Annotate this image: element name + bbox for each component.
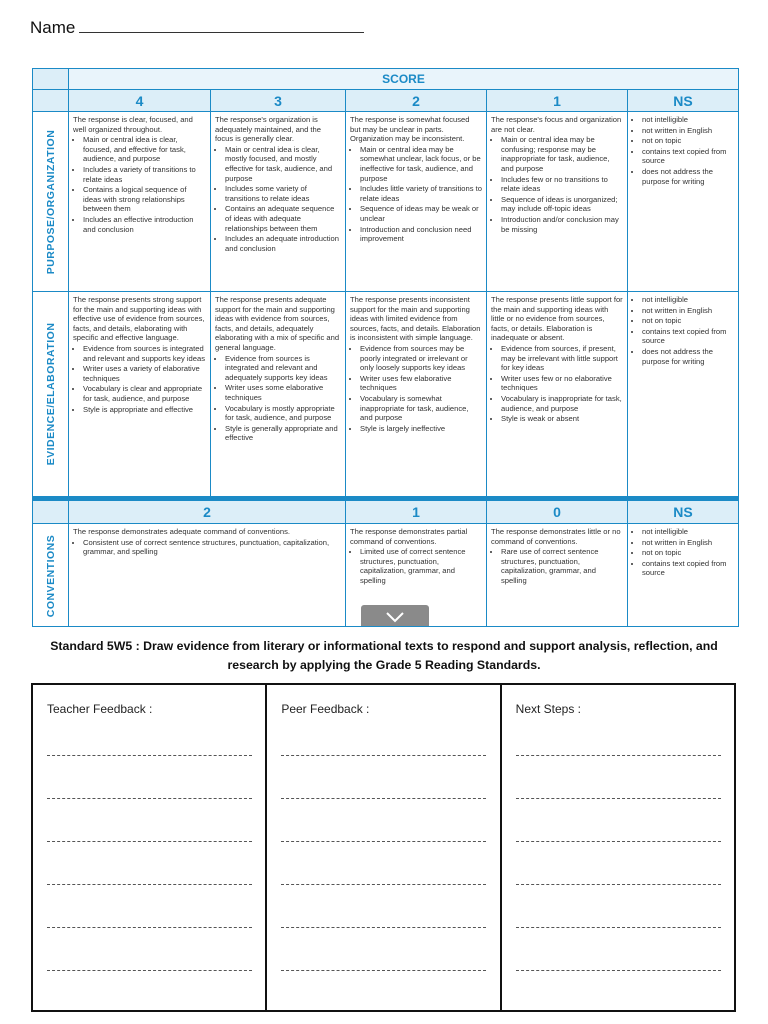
conventions-cell-2 xyxy=(68,523,345,627)
writing-line[interactable] xyxy=(281,970,486,971)
list-item: • Main or central idea may be confusing; response may be inappropriate for task, audience, and purpose xyxy=(501,135,623,173)
score-label: SCORE xyxy=(68,69,738,89)
list-item: • contains text copied from source xyxy=(642,559,734,578)
writing-line[interactable] xyxy=(281,798,486,799)
list-item: • Writer uses few elaborative techniques xyxy=(360,374,482,393)
writing-line[interactable] xyxy=(516,798,721,799)
col-header-3: 3 xyxy=(210,90,345,112)
list-item: • not intelligible xyxy=(642,295,734,305)
writing-line[interactable] xyxy=(47,798,252,799)
col-header-ns: NS xyxy=(627,501,738,523)
row-label-purpose-text: PURPOSE/ORGANIZATION xyxy=(44,129,57,274)
evidence-cell-1 xyxy=(486,291,627,496)
list-item: • Introduction and conclusion need improvement xyxy=(360,225,482,244)
list-item: • Vocabulary is clear and appropriate for task, audience, and purpose xyxy=(83,384,206,403)
list-item: • Includes a variety of transitions to relate ideas xyxy=(83,165,206,184)
col-header-ns: NS xyxy=(627,90,738,112)
cell-intro: The response presents little support for the main and supporting ideas with little or no evidence from sources, facts, or details. Elaboration is inadequate or absent. xyxy=(491,295,623,343)
teacher-feedback-column[interactable] xyxy=(33,685,265,1010)
evidence-cell-2 xyxy=(345,291,486,496)
score-header xyxy=(33,69,738,89)
list-item: • not on topic xyxy=(642,316,734,326)
list-item: • does not address the purpose for writing xyxy=(642,347,734,366)
list-item: • Limited use of correct sentence structures, punctuation, capitalization, grammar, and spelling xyxy=(360,547,482,585)
purpose-cell-ns xyxy=(627,111,738,291)
row-label-evidence xyxy=(33,291,68,496)
col-header-2: 2 xyxy=(68,501,345,523)
feedback-table xyxy=(31,683,736,1012)
conventions-cell-0 xyxy=(486,523,627,627)
row-label-conventions-text: CONVENTIONS xyxy=(44,534,57,617)
conventions-cell-ns xyxy=(627,523,738,627)
writing-line[interactable] xyxy=(47,755,252,756)
col-header-1: 1 xyxy=(345,501,486,523)
list-item: • does not address the purpose for writing xyxy=(642,167,734,186)
writing-line[interactable] xyxy=(281,884,486,885)
col-header-2: 2 xyxy=(345,90,486,112)
name-label: Name xyxy=(30,18,76,37)
col-header-0: 0 xyxy=(486,501,627,523)
list-item: • Evidence from sources is integrated and relevant and supports key ideas xyxy=(83,344,206,363)
teacher-feedback-label: Teacher Feedback : xyxy=(47,702,153,716)
writing-line[interactable] xyxy=(516,927,721,928)
list-item: • Vocabulary is mostly appropriate for task, audience, and purpose xyxy=(225,404,341,423)
name-blank-line[interactable] xyxy=(79,18,364,33)
cell-intro: The response demonstrates little or no command of conventions. xyxy=(491,527,621,546)
writing-line[interactable] xyxy=(516,755,721,756)
writing-line[interactable] xyxy=(47,884,252,885)
purpose-cell-4 xyxy=(68,111,210,291)
cell-intro: The response demonstrates adequate command of conventions. xyxy=(73,527,290,536)
list-item: • Vocabulary is inappropriate for task, audience, and purpose xyxy=(501,394,623,413)
peer-feedback-label: Peer Feedback : xyxy=(281,702,370,716)
score-columns-header xyxy=(33,89,738,112)
purpose-cell-1 xyxy=(486,111,627,291)
list-item: • Evidence from sources, if present, may be irrelevant with little support for key ideas xyxy=(501,344,623,373)
list-item: • Style is weak or absent xyxy=(501,414,623,424)
list-item: • Includes little variety of transitions to relate ideas xyxy=(360,184,482,203)
list-item: • Style is largely ineffective xyxy=(360,424,482,434)
list-item: • contains text copied from source xyxy=(642,327,734,346)
row-label-purpose xyxy=(33,111,68,291)
list-item: • Includes an adequate introduction and conclusion xyxy=(225,234,341,253)
list-item: • Contains an adequate sequence of ideas with adequate relationships between them xyxy=(225,204,341,233)
scroll-down-button[interactable] xyxy=(361,605,429,627)
writing-line[interactable] xyxy=(281,841,486,842)
next-steps-column[interactable] xyxy=(500,685,734,1010)
row-label-conventions xyxy=(33,523,68,627)
peer-feedback-column[interactable] xyxy=(265,685,499,1010)
purpose-cell-2 xyxy=(345,111,486,291)
purpose-cell-3 xyxy=(210,111,345,291)
writing-line[interactable] xyxy=(281,755,486,756)
list-item: • Vocabulary is somewhat inappropriate for task, audience, and purpose xyxy=(360,394,482,423)
writing-line[interactable] xyxy=(516,970,721,971)
cell-intro: The response presents strong support for the main and supporting ideas with effective use of evidence from sources, facts, and details, elaborating with specific and effective language. xyxy=(73,295,205,343)
cell-intro: The response is somewhat focused but may be unclear in parts. Organization may be inconsistent. xyxy=(350,115,470,144)
name-field[interactable] xyxy=(30,18,364,38)
chevron-down-icon xyxy=(385,609,405,625)
writing-line[interactable] xyxy=(47,841,252,842)
list-item: • not on topic xyxy=(642,548,734,558)
cell-intro: The response presents adequate support for the main and supporting ideas with evidence from sources, facts, and details, adequately elaborating with a mix of specific and general language. xyxy=(215,295,340,352)
conventions-columns-header xyxy=(33,501,738,523)
writing-line[interactable] xyxy=(47,970,252,971)
cell-intro: The response demonstrates partial command of conventions. xyxy=(350,527,468,546)
scoring-rubric xyxy=(32,68,739,627)
list-item: • Writer uses few or no elaborative techniques xyxy=(501,374,623,393)
evidence-cell-3 xyxy=(210,291,345,496)
list-item: • not intelligible xyxy=(642,527,734,537)
corner-cell xyxy=(33,69,68,89)
writing-line[interactable] xyxy=(281,927,486,928)
evidence-cell-4 xyxy=(68,291,210,496)
list-item: • Consistent use of correct sentence structures, punctuation, capitalization, grammar, and spelling xyxy=(83,538,341,557)
list-item: • not written in English xyxy=(642,126,734,136)
list-item: • Contains a logical sequence of ideas with strong relationships between them xyxy=(83,185,206,214)
list-item: • Includes some variety of transitions to relate ideas xyxy=(225,184,341,203)
cell-intro: The response's focus and organization are not clear. xyxy=(491,115,622,134)
list-item: • Style is generally appropriate and effective xyxy=(225,424,341,443)
list-item: • not on topic xyxy=(642,136,734,146)
row-label-evidence-text: EVIDENCE/ELABORATION xyxy=(44,322,57,466)
list-item: • Sequence of ideas may be weak or unclear xyxy=(360,204,482,223)
list-item: • Writer uses some elaborative techniques xyxy=(225,383,341,402)
writing-line[interactable] xyxy=(47,927,252,928)
list-item: • Includes few or no transitions to relate ideas xyxy=(501,175,623,194)
list-item: • Main or central idea is clear, focused, and effective for task, audience, and purpose xyxy=(83,135,206,164)
list-item: • Evidence from sources may be poorly integrated or irrelevant or only loosely supports key ideas xyxy=(360,344,482,373)
col-header-4: 4 xyxy=(68,90,210,112)
cell-intro: The response is clear, focused, and well organized throughout. xyxy=(73,115,193,134)
list-item: • Evidence from sources is integrated and relevant and adequately supports key ideas xyxy=(225,354,341,383)
next-steps-label: Next Steps : xyxy=(515,702,582,716)
list-item: • Includes an effective introduction and conclusion xyxy=(83,215,206,234)
writing-line[interactable] xyxy=(516,884,721,885)
col-header-1: 1 xyxy=(486,90,627,112)
list-item: • Main or central idea is clear, mostly focused, and mostly effective for task, audience, and purpose xyxy=(225,145,341,183)
list-item: • Style is appropriate and effective xyxy=(83,405,206,415)
writing-line[interactable] xyxy=(516,841,721,842)
evidence-cell-ns xyxy=(627,291,738,496)
list-item: • Main or central idea may be somewhat unclear, lack focus, or be ineffective for task, audience, and purpose xyxy=(360,145,482,183)
list-item: • Writer uses a variety of elaborative techniques xyxy=(83,364,206,383)
list-item: • Sequence of ideas is unorganized; may include off-topic ideas xyxy=(501,195,623,214)
list-item: • not written in English xyxy=(642,306,734,316)
list-item: • contains text copied from source xyxy=(642,147,734,166)
list-item: • Rare use of correct sentence structures, punctuation, capitalization, grammar, and spelling xyxy=(501,547,623,585)
standard-text: Standard 5W5 : Draw evidence from literary or informational texts to respond and support analysis, reflection, and research by applying the Grade 5 Reading Standards. xyxy=(50,639,718,672)
list-item: • not intelligible xyxy=(642,115,734,125)
cell-intro: The response's organization is adequately maintained, and the focus is generally clear. xyxy=(215,115,321,144)
list-item: • Introduction and/or conclusion may be missing xyxy=(501,215,623,234)
list-item: • not written in English xyxy=(642,538,734,548)
cell-intro: The response presents inconsistent support for the main and supporting ideas with limited evidence from sources, facts, and details. Elaboration is inconsistent with simple language. xyxy=(350,295,481,343)
